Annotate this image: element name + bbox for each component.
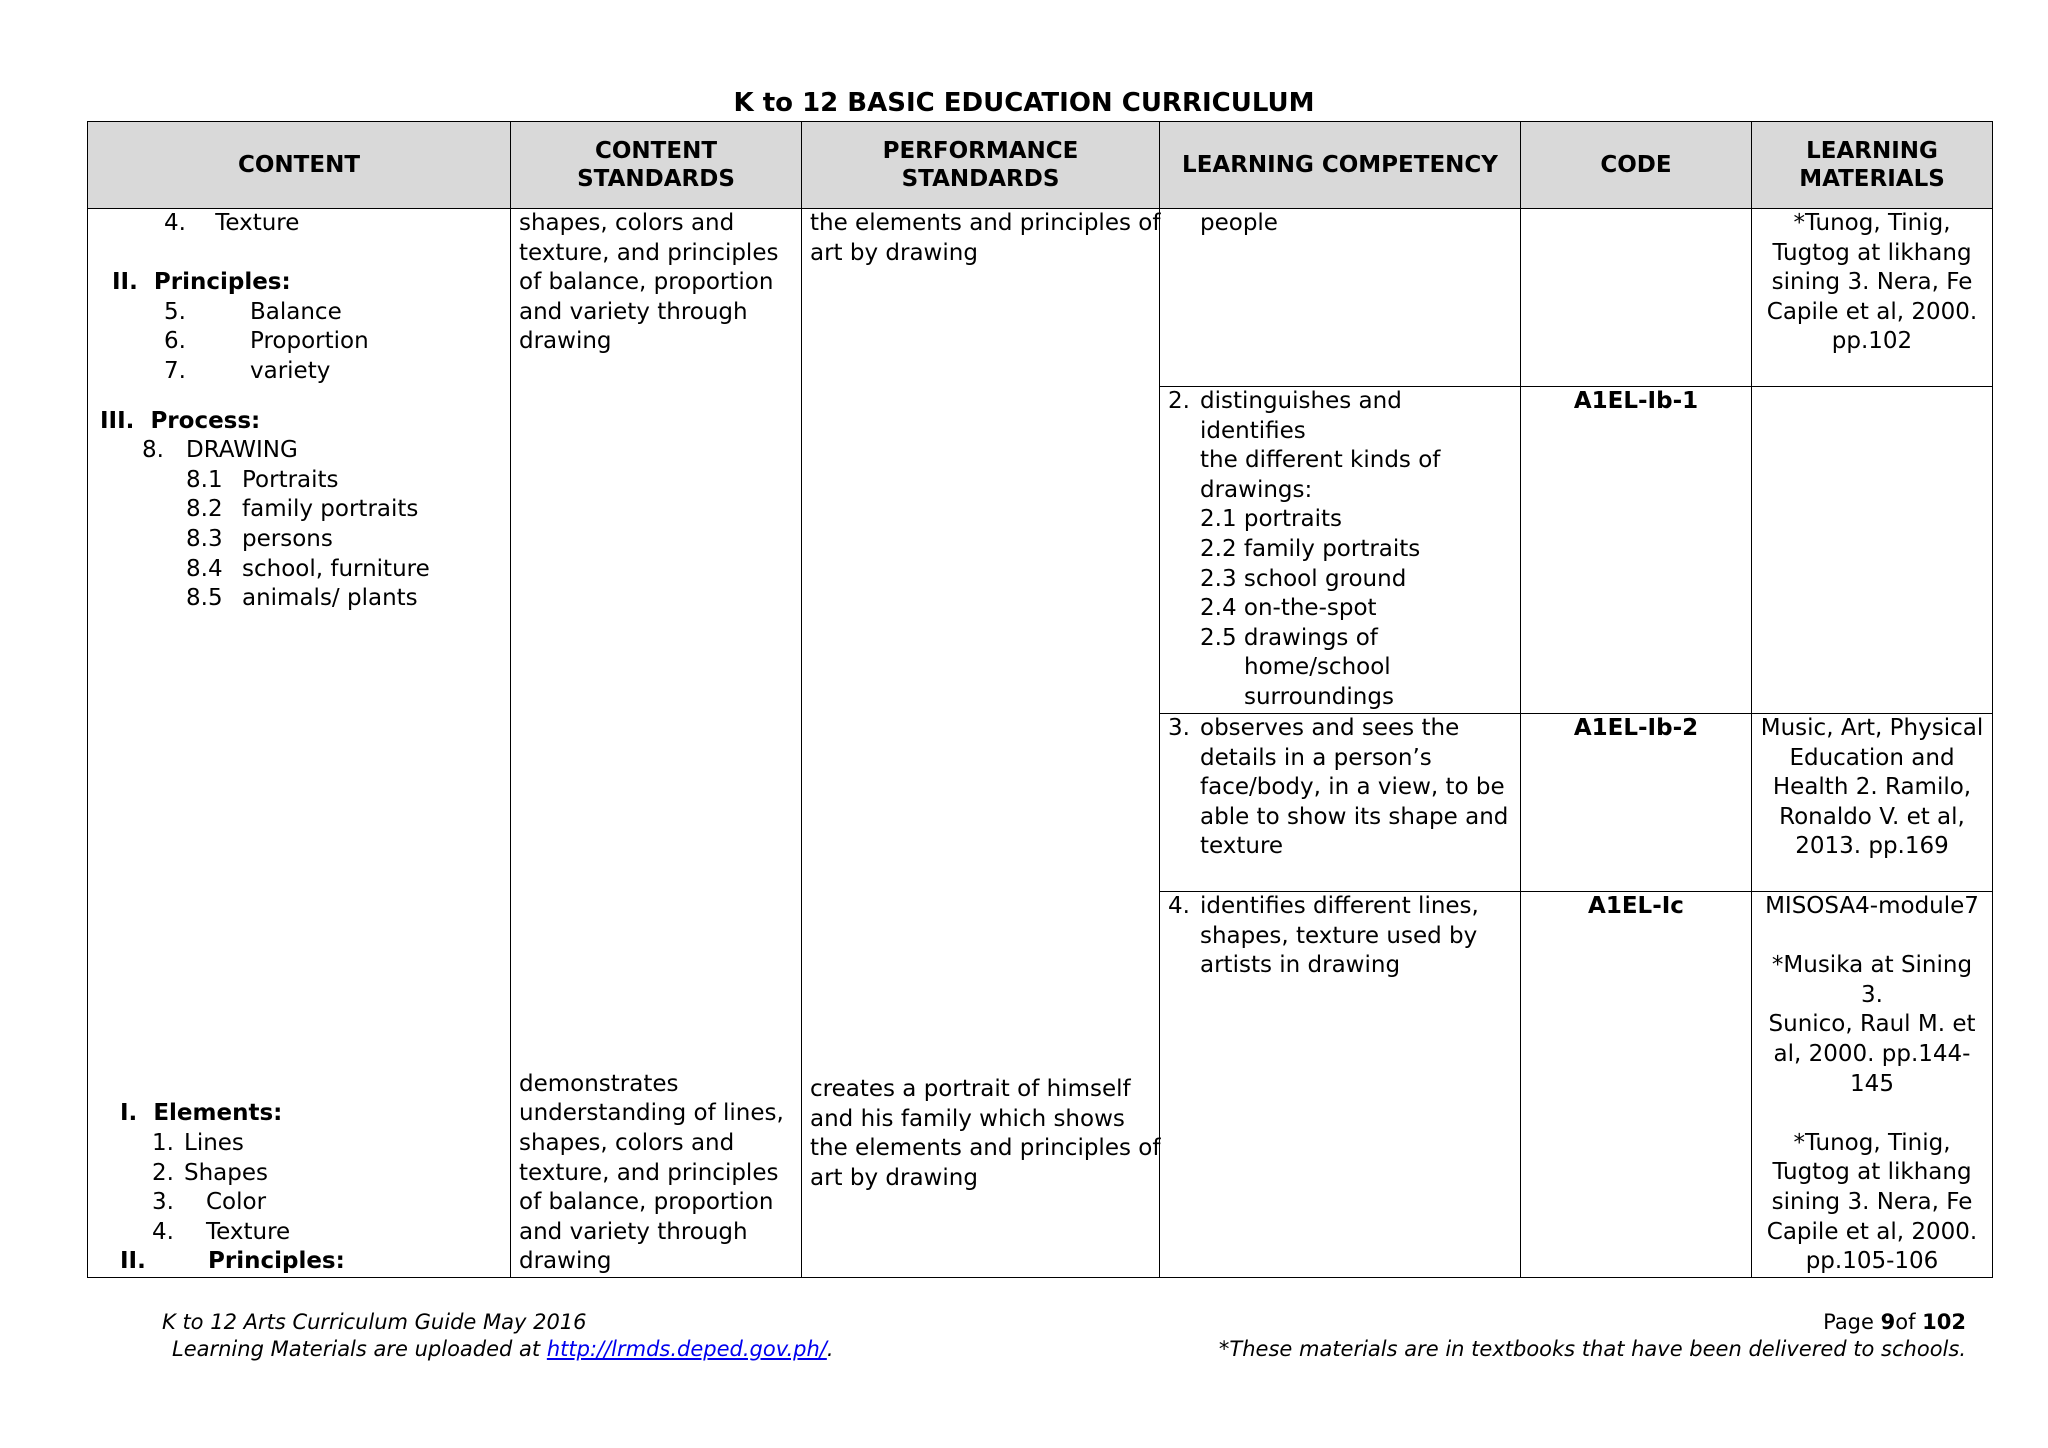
- list-item: 8.3 persons: [186, 525, 333, 552]
- table-header-row: [88, 122, 1993, 209]
- list-item: 8. DRAWING: [142, 437, 298, 464]
- list-item: 3. Color: [152, 1189, 267, 1216]
- code-cell-3: A1EL-Ib-2: [1521, 714, 1752, 892]
- header-learning-materials: LEARNING MATERIALS: [1752, 122, 1993, 209]
- content-bottom-list: [96, 1099, 502, 1277]
- table-row: [88, 209, 1993, 387]
- materials-cell-3: Music, Art, Physical Education and Health 2. Ramilo, Ronaldo V. et al, 2013. pp.169: [1752, 714, 1993, 892]
- content-standards-cell: shapes, colors and texture, and principles of balance, proportion and variety through drawing demonstrates understanding of lines, shapes, colors and texture, and principles of balance, proportion and variety through drawing: [511, 209, 802, 1278]
- page-title: K to 12 BASIC EDUCATION CURRICULUM: [733, 88, 1315, 118]
- header-content-standards: CONTENT STANDARDS: [511, 122, 802, 209]
- list-item: 1. Lines: [152, 1130, 244, 1157]
- curriculum-table: [87, 121, 1993, 1278]
- list-item: 2. Shapes: [152, 1159, 269, 1186]
- list-item: 5. Balance: [164, 298, 342, 325]
- footer-left: [162, 1309, 834, 1363]
- footer-right: [1219, 1309, 1966, 1363]
- materials-cell-2: [1752, 387, 1993, 714]
- page-number: Page 9of 102: [1823, 1310, 1966, 1334]
- list-item: 8.2 family portraits: [186, 496, 419, 523]
- list-item: 6. Proportion: [164, 328, 369, 355]
- competency-cell-2: 2. distinguishes and identifies the different kinds of drawings: 2.1 portraits 2.2 family portraits 2.3 school ground 2.4 on-the-spot 2.5 drawings of home/school surroundings: [1160, 387, 1521, 714]
- header-performance-standards: PERFORMANCE STANDARDS: [802, 122, 1160, 209]
- lrmds-link[interactable]: http://lrmds.deped.gov.ph/: [546, 1337, 827, 1361]
- section-heading: II. Principles:: [112, 269, 291, 296]
- footer-upload-note: Learning Materials are uploaded at http://lrmds.deped.gov.ph/.: [172, 1337, 834, 1361]
- content-cell: [88, 209, 511, 1278]
- section-heading: I. Elements:: [120, 1100, 283, 1127]
- code-cell-1: [1521, 209, 1752, 387]
- section-heading: II. Principles:: [120, 1248, 345, 1275]
- code-cell-2: A1EL-Ib-1: [1521, 387, 1752, 714]
- content-top-list: [96, 209, 502, 614]
- materials-cell-4: MISOSA4-module7 *Musika at Sining 3. Sunico, Raul M. et al, 2000. pp.144- 145 *Tunog, Tinig, Tugtog at likhang sining 3. Nera, Fe Capile et al, 2000. pp.105-106: [1752, 892, 1993, 1278]
- footer-guide-title: K to 12 Arts Curriculum Guide May 2016: [162, 1310, 587, 1334]
- code-cell-4: A1EL-Ic: [1521, 892, 1752, 1278]
- list-item: 8.4 school, furniture: [186, 555, 430, 582]
- competency-cell-4: 4. identifies different lines, shapes, texture used by artists in drawing: [1160, 892, 1521, 1278]
- header-content: CONTENT: [88, 122, 511, 209]
- competency-cell-1: people: [1160, 209, 1521, 387]
- header-code: CODE: [1521, 122, 1752, 209]
- list-item: 4. Texture: [164, 210, 300, 236]
- list-item: 8.1 Portraits: [186, 466, 339, 493]
- section-heading: III. Process:: [100, 407, 261, 434]
- list-item: 7. variety: [164, 357, 331, 384]
- competency-cell-3: 3. observes and sees the details in a person’s face/body, in a view, to be able to show its shape and texture: [1160, 714, 1521, 892]
- performance-standards-cell: the elements and principles of art by drawing creates a portrait of himself and his family which shows the elements and principles of art by drawing: [802, 209, 1160, 1278]
- header-learning-competency: LEARNING COMPETENCY: [1160, 122, 1521, 209]
- list-item: 8.5 animals/ plants: [186, 585, 418, 612]
- footer-textbook-note: *These materials are in textbooks that have been delivered to schools.: [1218, 1337, 1966, 1361]
- materials-cell-1: *Tunog, Tinig, Tugtog at likhang sining 3. Nera, Fe Capile et al, 2000. pp.102: [1752, 209, 1993, 387]
- list-item: 4. Texture: [152, 1218, 291, 1245]
